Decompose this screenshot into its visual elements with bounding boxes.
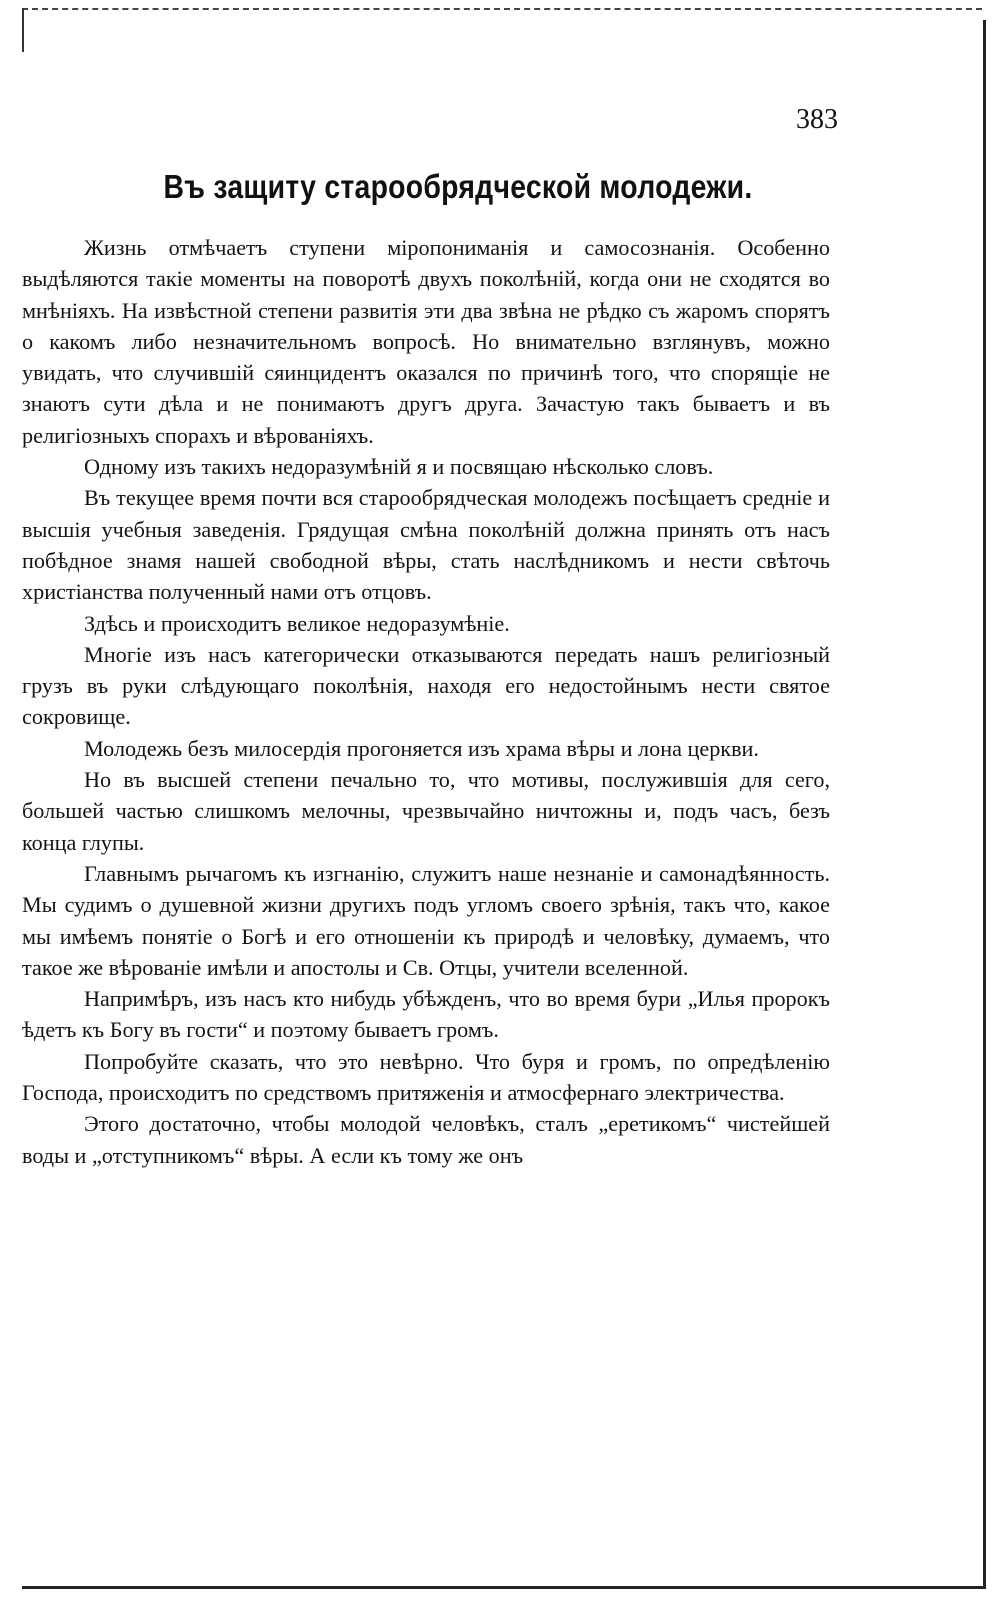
- paragraph: Попробуйте сказать, что это невѣрно. Что буря и громъ, по опредѣленію Господа, происходитъ по средствомъ притяженія и атмосфернаго электричества.: [22, 1048, 830, 1106]
- paragraph: Въ текущее время почти вся старообрядческая молодежъ посѣщаетъ средніе и высшія учебныя заведенія. Грядущая смѣна поколѣній должна принять отъ насъ побѣдное знамя нашей свободной вѣры, стать наслѣдникомъ и нести свѣточь христіанства полученный нами отъ отцовъ.: [22, 485, 830, 605]
- page-number: 383: [796, 104, 838, 135]
- scan-frame-top: [22, 8, 982, 10]
- paragraph: Здѣсь и происходитъ великое недоразумѣніе.: [84, 610, 510, 636]
- article-body: [22, 232, 830, 1171]
- paragraph: Молодежь безъ милосердія прогоняется изъ храма вѣры и лона церкви.: [84, 735, 759, 761]
- scan-frame-right: [983, 20, 986, 1588]
- article-title: Въ защиту старообрядческой молодежи.: [163, 168, 753, 205]
- paragraph: Многіе изъ насъ категорически отказываются передать нашъ религіозный грузъ въ руки слѣдующаго поколѣнія, находя его недостойнымъ нести святое сокровище.: [22, 641, 830, 730]
- paragraph: Жизнь отмѣчаетъ ступени міропониманія и самосознанія. Особенно выдѣляются такіе моменты на поворотѣ двухъ поколѣній, когда они не сходятся во мнѣніяхъ. На извѣстной степени развитія эти два звѣна не рѣдко съ жаромъ спорятъ о какомъ либо незначительномъ вопросѣ. Но внимательно взглянувъ, можно увидать, что случившій сяинцидентъ оказался по причинѣ того, что спорящіе не знаютъ сути дѣла и не понимаютъ другъ друга. Зачастую такъ бываетъ и въ религіозныхъ спорахъ и вѣрованіяхъ.: [22, 235, 830, 448]
- scan-frame-bottom: [22, 1586, 986, 1589]
- paragraph: Одному изъ такихъ недоразумѣній я и посвящаю нѣсколько словъ.: [84, 454, 714, 480]
- paragraph: Главнымъ рычагомъ къ изгнанію, служитъ наше незнаніе и самонадѣянность. Мы судимъ о душевной жизни другихъ подъ угломъ своего зрѣнія, такъ что, какое мы имѣемъ понятіе о Богѣ и его отношеніи къ природѣ и человѣку, думаемъ, что такое же вѣрованіе имѣли и апостолы и Св. Отцы, учители вселенной.: [22, 860, 830, 980]
- paragraph: Напримѣръ, изъ насъ кто нибудь убѣжденъ, что во время бури „Илья пророкъ ѣдетъ къ Богу въ гости“ и поэтому бываетъ громъ.: [22, 986, 830, 1043]
- scan-frame-left: [22, 8, 24, 52]
- paragraph: Этого достаточно, чтобы молодой человѣкъ, сталъ „еретикомъ“ чистейшей воды и „отступникомъ“ вѣры. А если къ тому же онъ: [22, 1111, 830, 1168]
- paragraph: Но въ высшей степени печально то, что мотивы, послужившія для сего, большей частью слишкомъ мелочны, чрезвычайно ничтожны и, подъ часъ, безъ конца глупы.: [22, 767, 830, 855]
